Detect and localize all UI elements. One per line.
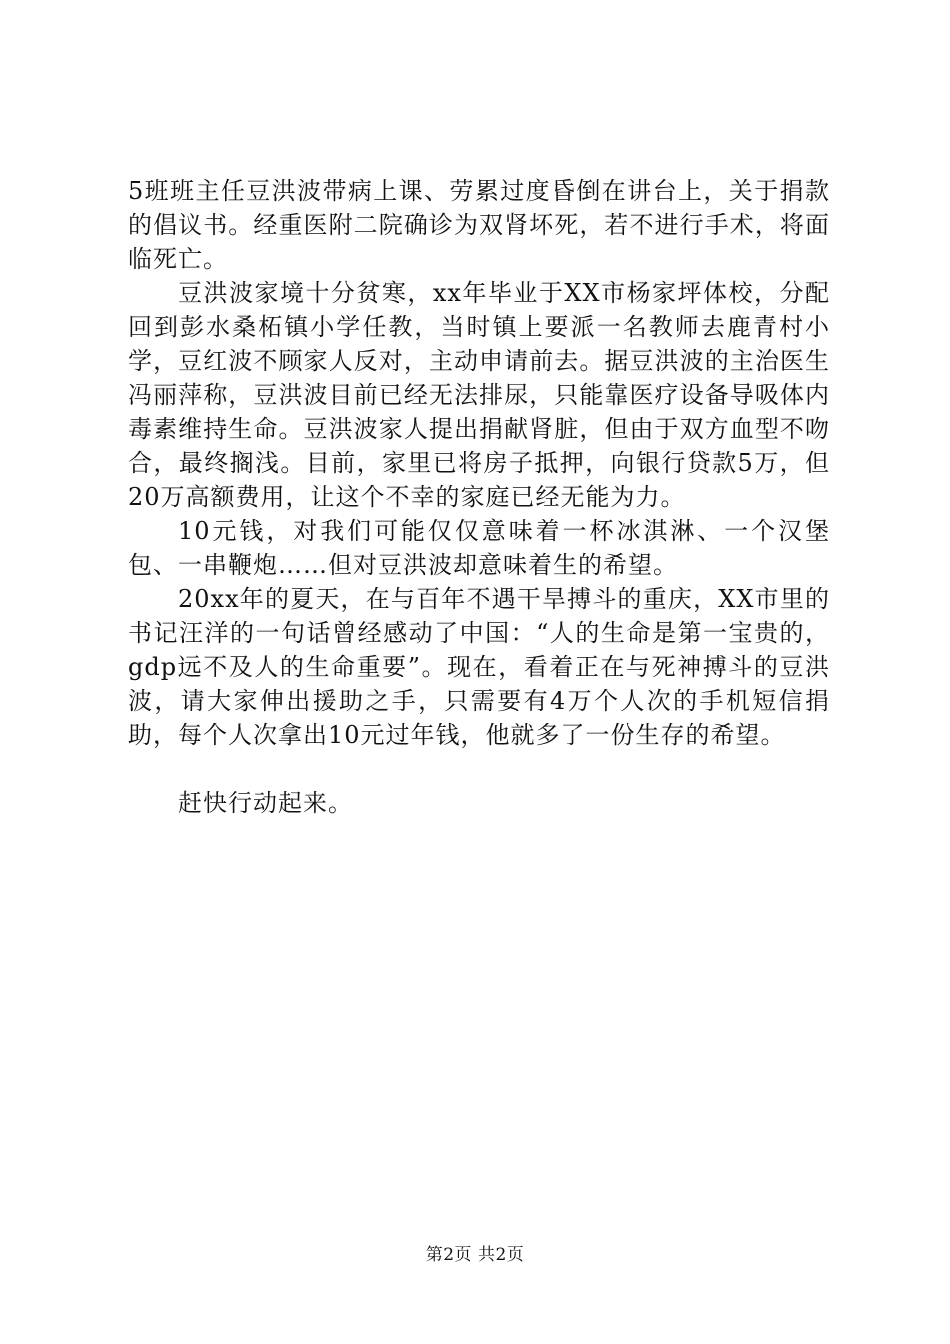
paragraph-1: 5班班主任豆洪波带病上课、劳累过度昏倒在讲台上，关于捐款的倡议书。经重医附二院确诊为双肾坏死，若不进行手术，将面临死亡。: [128, 177, 830, 273]
paragraph-4: 20xx年的夏天，在与百年不遇干旱搏斗的重庆，XX市里的书记汪洋的一句话曾经感动了中国：“人的生命是第一宝贵的，gdp远不及人的生命重要”。现在，看着正在与死神搏斗的豆洪波，请大家伸出援助之手，只需要有4万个人次的手机短信捐助，每个人次拿出10元过年钱，他就多了一份生存的希望。: [128, 585, 830, 749]
page-number-footer: 第2页 共2页: [425, 1245, 525, 1265]
document-body: [128, 174, 830, 820]
paragraph-2: 豆洪波家境十分贫寒，xx年毕业于XX市杨家坪体校，分配回到彭水桑柘镇小学任教，当时镇上要派一名教师去鹿青村小学，豆红波不顾家人反对，主动申请前去。据豆洪波的主治医生冯丽萍称，豆洪波目前已经无法排尿，只能靠医疗设备导吸体内毒素维持生命。豆洪波家人提出捐献肾脏，但由于双方血型不吻合，最终搁浅。目前，家里已将房子抵押，向银行贷款5万，但20万高额费用，让这个不幸的家庭已经无能为力。: [128, 279, 830, 511]
paragraph-3: 10元钱，对我们可能仅仅意味着一杯冰淇淋、一个汉堡包、一串鞭炮……但对豆洪波却意味着生的希望。: [128, 517, 830, 579]
paragraph-closing: 赶快行动起来。: [178, 789, 353, 817]
